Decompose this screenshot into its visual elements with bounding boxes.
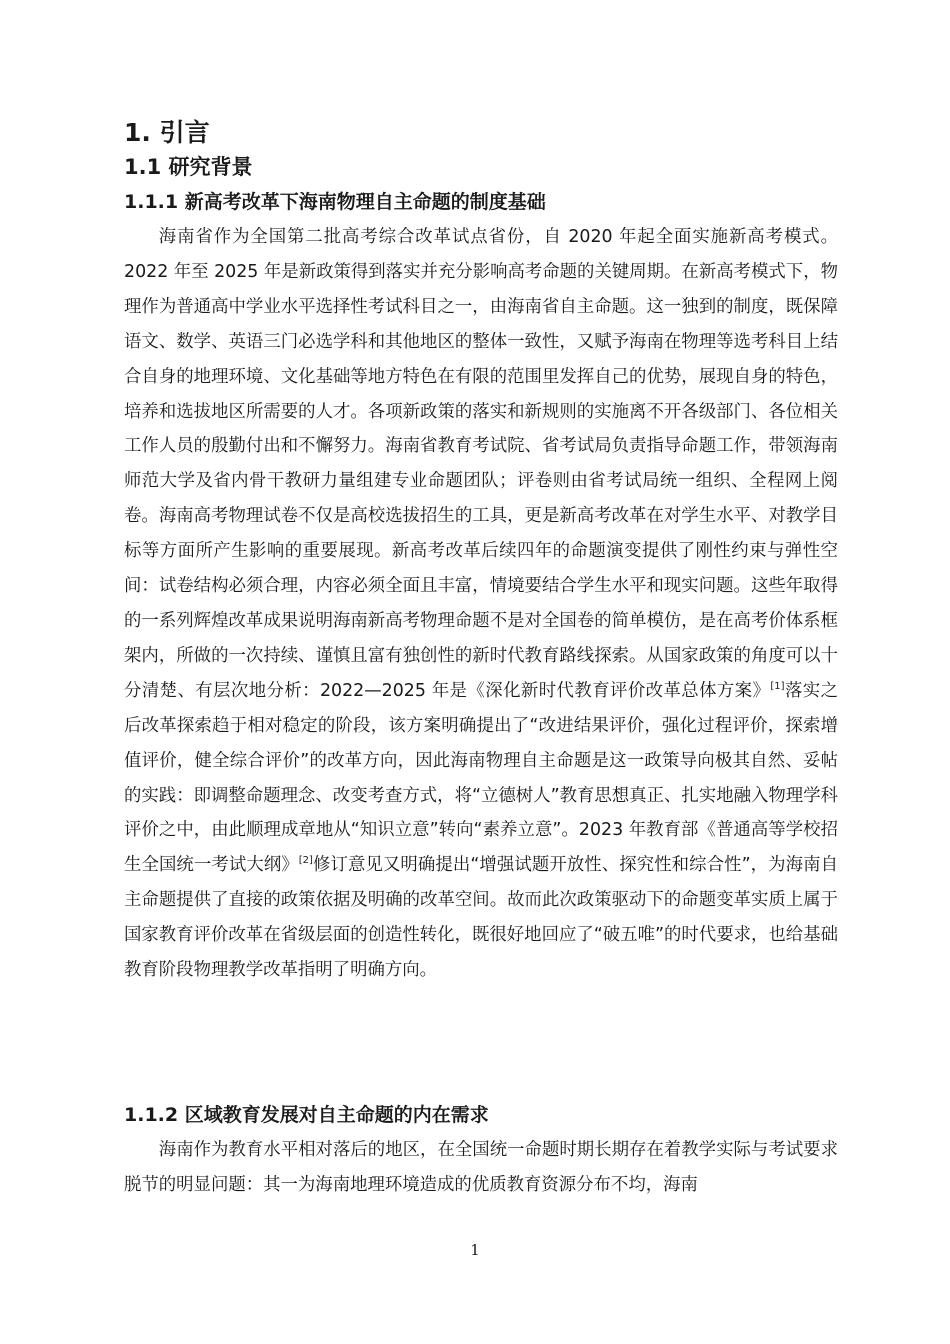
paragraph-text: 海南作为教育水平相对落后的地区，在全国统一命题时期长期存在着教学实际与考试要求脱节的明显问题：其一为海南地理环境造成的优质教育资源分布不均，海南 (124, 1140, 838, 1195)
page-number: 1 (470, 1241, 480, 1259)
citation-ref-1: [1] (770, 680, 785, 692)
heading-research-background: 1.1 研究背景 (124, 155, 253, 179)
paragraph-text-part-a: 海南省作为全国第二批高考综合改革试点省份，自 2020 年起全面实施新高考模式。2022 年至 2025 年是新政策得到落实并充分影响高考命题的关键周期。在新高考模式下，物理作为普通高中学业水平选择性考试科目之一，由海南省自主命题。这一独到的制度，既保障语文、数学、英语三门必选学科和其他地区的整体一致性，又赋予海南在物理等选考科目上结合自身的地理环境、文化基础等地方特色在有限的范围里发挥自己的优势，展现自身的特色，培养和选拔地区所需要的人才。各项新政策的落实和新规则的实施离不开各级部门、各位相关工作人员的殷勤付出和不懈努力。海南省教育考试院、省考试局负责指导命题工作，带领海南师范大学及省内骨干教研力量组建专业命题团队；评卷则由省考试局统一组织、全程网上阅卷。海南高考物理试卷不仅是高校选拔招生的工具，更是新高考改革在对学生水平、对教学目标等方面所产生影响的重要展现。新高考改革后续四年的命题演变提供了刚性约束与弹性空间：试卷结构必须合理，内容必须全面且丰富，情境要结合学生水平和现实问题。这些年取得的一系列辉煌改革成果说明海南新高考物理命题不是对全国卷的简单模仿，是在高考价体系框架内，所做的一次持续、谨慎且富有独创性的新时代教育路线探索。从国家政策的角度可以十分清楚、有层次地分析：2022—2025 年是《深化新时代教育评价改革总体方案》 (124, 227, 838, 701)
paragraph-text-part-b: 落实之后改革探索趋于相对稳定的阶段，该方案明确提出了“改进结果评价，强化过程评价，探索增值评价，健全综合评价”的改革方向，因此海南物理自主命题是这一政策导向极其自然、妥帖的实践：即调整命题理念、改变考查方式，将“立德树人”教育思想真正、扎实地融入物理学科评价之中，由此顺理成章地从“知识立意”转向“素养立意”。2023 年教育部《普通高等学校招生全国统一考试大纲》 (124, 680, 838, 876)
heading-institutional-basis: 1.1.1 新高考改革下海南物理自主命题的制度基础 (124, 191, 546, 213)
paragraph-regional-demand (124, 1133, 838, 1203)
paragraph-institutional-basis (124, 220, 838, 988)
heading-introduction: 1. 引言 (124, 118, 210, 147)
citation-ref-2: [2] (298, 855, 313, 867)
heading-regional-demand: 1.1.2 区域教育发展对自主命题的内在需求 (124, 1104, 489, 1126)
paragraph-text-part-c: 修订意见又明确提出“增强试题开放性、探究性和综合性”，为海南自主命题提供了直接的政策依据及明确的改革空间。故而此次政策驱动下的命题变革实质上属于国家教育评价改革在省级层面的创造性转化，既很好地回应了“破五唯”的时代要求，也给基础教育阶段物理教学改革指明了明确方向。 (124, 855, 838, 981)
